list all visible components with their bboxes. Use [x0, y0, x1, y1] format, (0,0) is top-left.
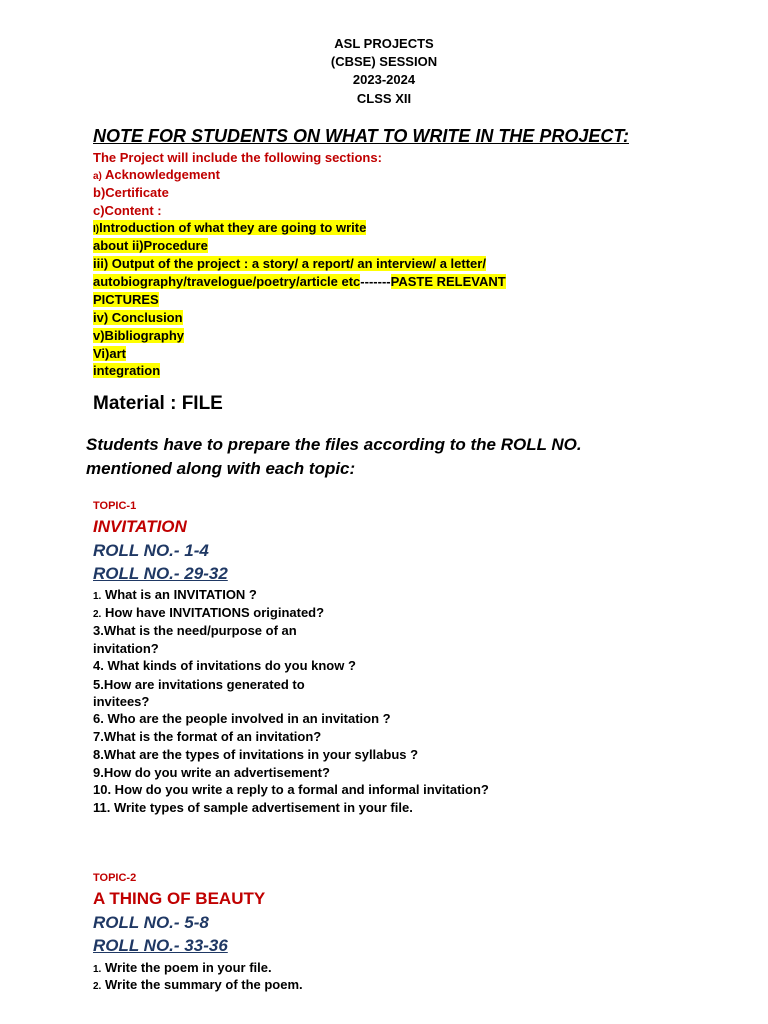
topic1-question-2	[93, 605, 324, 620]
topic2-question-2	[93, 977, 303, 992]
content-item-iii-line3	[93, 292, 159, 307]
topic1-question-2-num: 2.	[93, 609, 102, 620]
topic2-roll1: ROLL NO.- 5-8	[93, 913, 209, 932]
section-c: c)Content :	[93, 203, 162, 218]
note-intro: The Project will include the following sections:	[93, 150, 382, 165]
topic1-question-8: 8.What are the types of invitations in your syllabus ?	[93, 747, 419, 762]
content-item-iii-line2	[93, 274, 506, 289]
content-item-iii-pictures: PICTURES	[93, 292, 159, 307]
note-title: NOTE FOR STUDENTS ON WHAT TO WRITE IN THE PROJECT:	[93, 126, 629, 146]
topic2-roll2: ROLL NO.- 33-36	[93, 936, 228, 955]
content-item-i-text: Introduction of what they are going to write	[99, 220, 367, 235]
students-instruction-line2: mentioned along with each topic:	[86, 459, 356, 478]
topic2-question-2-text: Write the summary of the poem.	[104, 977, 303, 992]
topic2-question-1	[93, 960, 272, 975]
topic1-label: TOPIC-1	[93, 500, 137, 512]
content-item-i-cont	[93, 238, 208, 253]
topic1-question-2-text: How have INVITATIONS originated?	[104, 605, 325, 620]
students-instruction-line1: Students have to prepare the files according to the ROLL NO.	[86, 435, 582, 454]
content-item-v	[93, 328, 184, 343]
topic1-question-10: 10. How do you write a reply to a formal and informal invitation?	[93, 782, 489, 797]
topic1-question-1-text: What is an INVITATION ?	[104, 587, 257, 602]
topic2-title: A THING OF BEAUTY	[93, 889, 266, 908]
topic1-question-1	[93, 587, 257, 602]
content-item-v-text: v)Bibliography	[93, 328, 185, 343]
content-item-iii-line1: iii) Output of the project : a story/ a report/ an interview/ a letter/	[93, 256, 486, 271]
header-class: CLSS XII	[356, 91, 412, 106]
topic1-question-4: 4. What kinds of invitations do you know ?	[93, 658, 356, 673]
content-item-vi	[93, 346, 126, 361]
section-b: b)Certificate	[93, 185, 169, 200]
content-item-iii	[93, 256, 486, 271]
content-item-i-highlight	[93, 220, 366, 235]
topic1-question-7: 7.What is the format of an invitation?	[93, 729, 322, 744]
content-item-iv-text: iv) Conclusion	[93, 310, 183, 325]
topic1-question-3-cont: invitation?	[93, 641, 159, 656]
content-item-vi-cont-text: integration	[93, 363, 161, 378]
content-item-i	[93, 220, 366, 235]
content-item-iii-dashes: -------	[360, 274, 391, 289]
topic2-label: TOPIC-2	[93, 872, 137, 884]
topic1-title: INVITATION	[93, 517, 187, 536]
content-item-i-cont-text: about ii)Procedure	[93, 238, 208, 253]
content-item-vi-cont	[93, 363, 160, 378]
content-item-iv	[93, 310, 183, 325]
content-item-iii-paste: PASTE RELEVANT	[390, 274, 506, 289]
topic1-question-5: 5.How are invitations generated to	[93, 677, 305, 692]
section-a-prefix: a)	[93, 171, 102, 182]
section-a	[93, 167, 220, 182]
topic1-question-3: 3.What is the need/purpose of an	[93, 623, 297, 638]
header-year: 2023-2024	[352, 72, 416, 87]
topic1-question-6: 6. Who are the people involved in an invitation ?	[93, 711, 391, 726]
topic1-roll2: ROLL NO.- 29-32	[93, 564, 228, 583]
topic2-question-2-num: 2.	[93, 981, 102, 992]
topic2-question-1-text: Write the poem in your file.	[104, 960, 272, 975]
topic1-question-1-num: 1.	[93, 591, 102, 602]
material-heading: Material : FILE	[93, 393, 223, 414]
content-item-iii-line2a: autobiography/travelogue/poetry/article etc	[93, 274, 361, 289]
content-item-i-prefix: I)	[93, 224, 100, 235]
topic1-roll1: ROLL NO.- 1-4	[93, 541, 209, 560]
header-title: ASL PROJECTS	[334, 36, 434, 51]
topic2-question-1-num: 1.	[93, 964, 102, 975]
topic1-question-11: 11. Write types of sample advertisement in your file.	[93, 800, 413, 815]
topic1-question-5-cont: invitees?	[93, 694, 150, 709]
section-a-label: Acknowledgement	[105, 167, 220, 182]
content-item-vi-text: Vi)art	[93, 346, 126, 361]
header-session: (CBSE) SESSION	[330, 54, 438, 69]
topic1-question-9: 9.How do you write an advertisement?	[93, 765, 330, 780]
